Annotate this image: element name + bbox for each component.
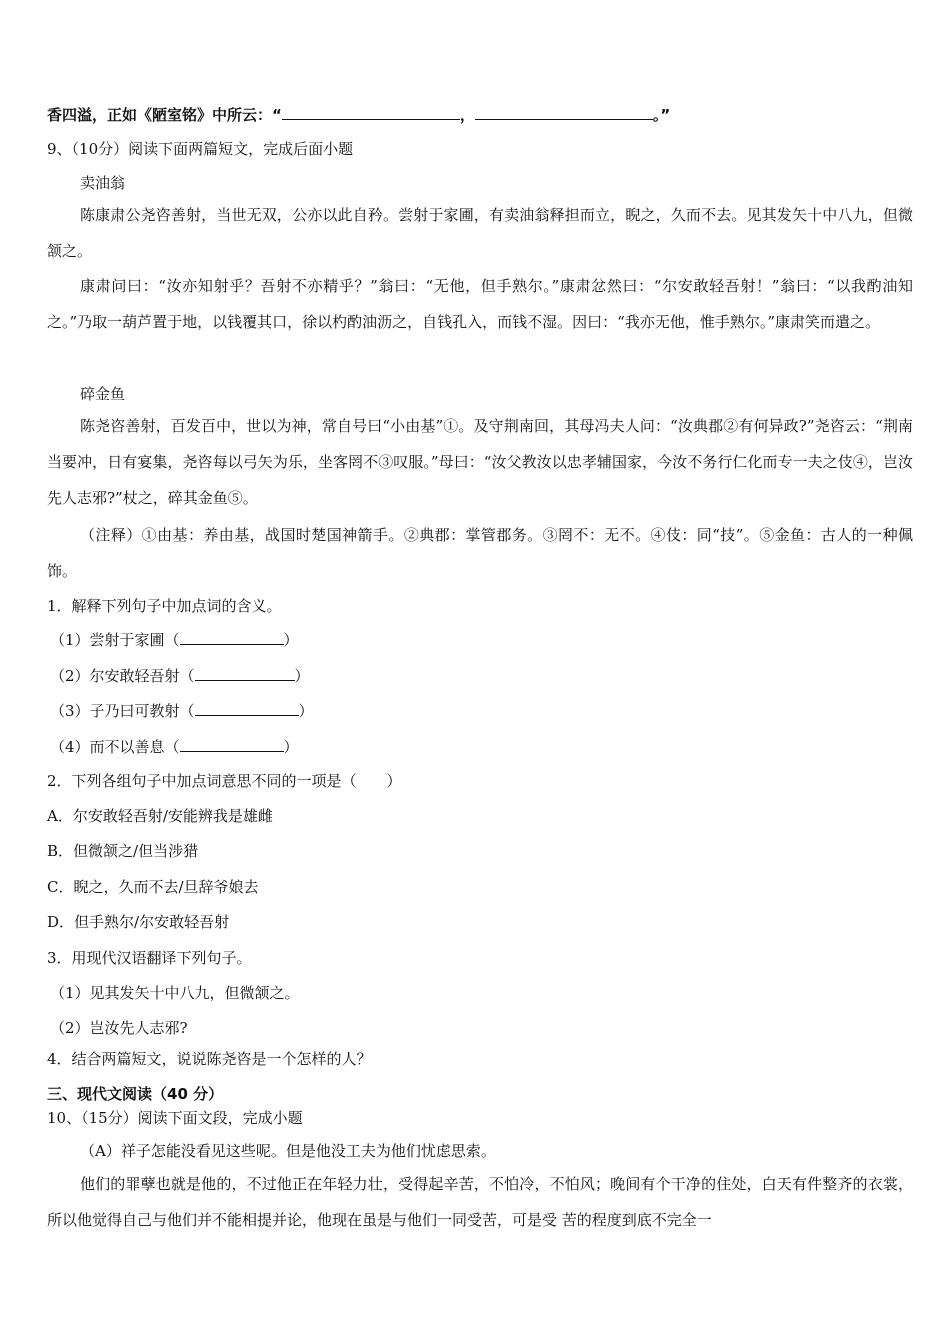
q2-option-c[interactable]: C．睨之，久而不去/旦辞爷娘去: [47, 878, 259, 896]
answer-blank[interactable]: [180, 629, 284, 645]
passage-1-para-1: 陈康肃公尧咨善射，当世无双，公亦以此自矜。尝射于家圃，有卖油翁释担而立，睨之，久而不去。见其发矢十中八九，但微颔之。: [47, 206, 913, 260]
answer-blank[interactable]: [475, 104, 653, 120]
passage-a-line: （A）祥子怎能没看见这些呢。但是他没工夫为他们忧虑思索。: [80, 1142, 496, 1160]
q1-item-text: （1）尝射于家圃（: [50, 631, 180, 649]
q1-item-1: [50, 629, 299, 650]
close-paren: ）: [298, 702, 314, 720]
passage-notes: （注释）①由基：养由基，战国时楚国神箭手。②典郡：掌管郡务。③罔不：无不。④伎：同“技”。⑤金鱼：古人的一种佩饰。: [47, 526, 913, 580]
passage-title-1: 卖油翁: [80, 174, 126, 192]
q3-item-1: （1）见其发矢十中八九，但微颔之。: [50, 984, 300, 1002]
sub-question-1: 1．解释下列句子中加点词的含义。: [47, 597, 282, 615]
close-paren: ）: [283, 738, 299, 756]
top-quote-line: [47, 104, 670, 125]
passage-a-para: 他们的罪孽也就是他的，不过他正在年轻力壮，受得起辛苦，不怕冷，不怕风；晚间有个干净的住处，白天有件整齐的衣裳，所以他觉得自己与他们并不能相提并论，他现在虽是与他们一同受苦，可是受 苦的程度到底不完全一: [47, 1175, 913, 1229]
q10-header: 10、（15分）阅读下面文段，完成小题: [47, 1109, 303, 1127]
q1-item-text: （4）而不以善息（: [50, 738, 180, 756]
top-line-suffix: 。”: [652, 106, 671, 124]
passage-1-para-2: 康肃问曰：“汝亦知射乎？吾射不亦精乎？”翁曰：“无他，但手熟尔。”康肃忿然曰：“尔安敢轻吾射！”翁曰：“以我酌油知之。”乃取一葫芦置于地，以钱覆其口，徐以杓酌油沥之，自钱孔入，而钱不湿。因曰：“我亦无他，惟手熟尔。”康肃笑而遣之。: [47, 277, 913, 331]
answer-blank[interactable]: [180, 736, 284, 752]
top-line-separator: ，: [459, 106, 475, 124]
passage-title-2: 碎金鱼: [80, 385, 126, 403]
answer-blank[interactable]: [195, 700, 299, 716]
q1-item-text: （2）尔安敢轻吾射（: [50, 667, 195, 685]
sub-question-2: 2．下列各组句子中加点词意思不同的一项是（ ）: [47, 772, 402, 790]
q3-item-2: （2）岂汝先人志邪?: [50, 1019, 188, 1037]
q1-item-2: [50, 665, 310, 686]
passage-2-para: 陈尧咨善射，百发百中，世以为神，常自号曰“小由基”①。及守荆南回，其母冯夫人问：“汝典郡②有何异政?”尧咨云：“荆南当要冲，日有宴集，尧咨每以弓矢为乐，坐客罔不③叹服。”母曰：“汝父教汝以忠孝辅国家，今汝不务行仁化而专一夫之伎④，岂汝先人志邪?”杖之，碎其金鱼⑤。: [47, 417, 913, 507]
close-paren: ）: [294, 667, 310, 685]
q1-item-4: [50, 736, 299, 757]
close-paren: ）: [283, 631, 299, 649]
sub-question-3: 3．用现代汉语翻译下列句子。: [47, 949, 252, 967]
q1-item-3: [50, 700, 314, 721]
q2-option-b[interactable]: B．但微颔之/但当涉猎: [47, 842, 199, 860]
answer-blank[interactable]: [195, 665, 295, 681]
q1-item-text: （3）子乃曰可教射（: [50, 702, 195, 720]
section-3-heading: 三、现代文阅读（40 分）: [47, 1085, 224, 1103]
sub-question-4: 4．结合两篇短文，说说陈尧咨是一个怎样的人？: [47, 1050, 372, 1068]
q2-option-a[interactable]: A．尔安敢轻吾射/安能辨我是雄雌: [47, 807, 273, 825]
q2-option-d[interactable]: D．但手熟尔/尔安敢轻吾射: [47, 913, 230, 931]
top-line-prefix: 香四溢，正如《陋室铭》中所云：“: [47, 106, 282, 124]
answer-blank[interactable]: [282, 104, 460, 120]
q9-header: 9、（10分）阅读下面两篇短文，完成后面小题: [47, 140, 354, 158]
